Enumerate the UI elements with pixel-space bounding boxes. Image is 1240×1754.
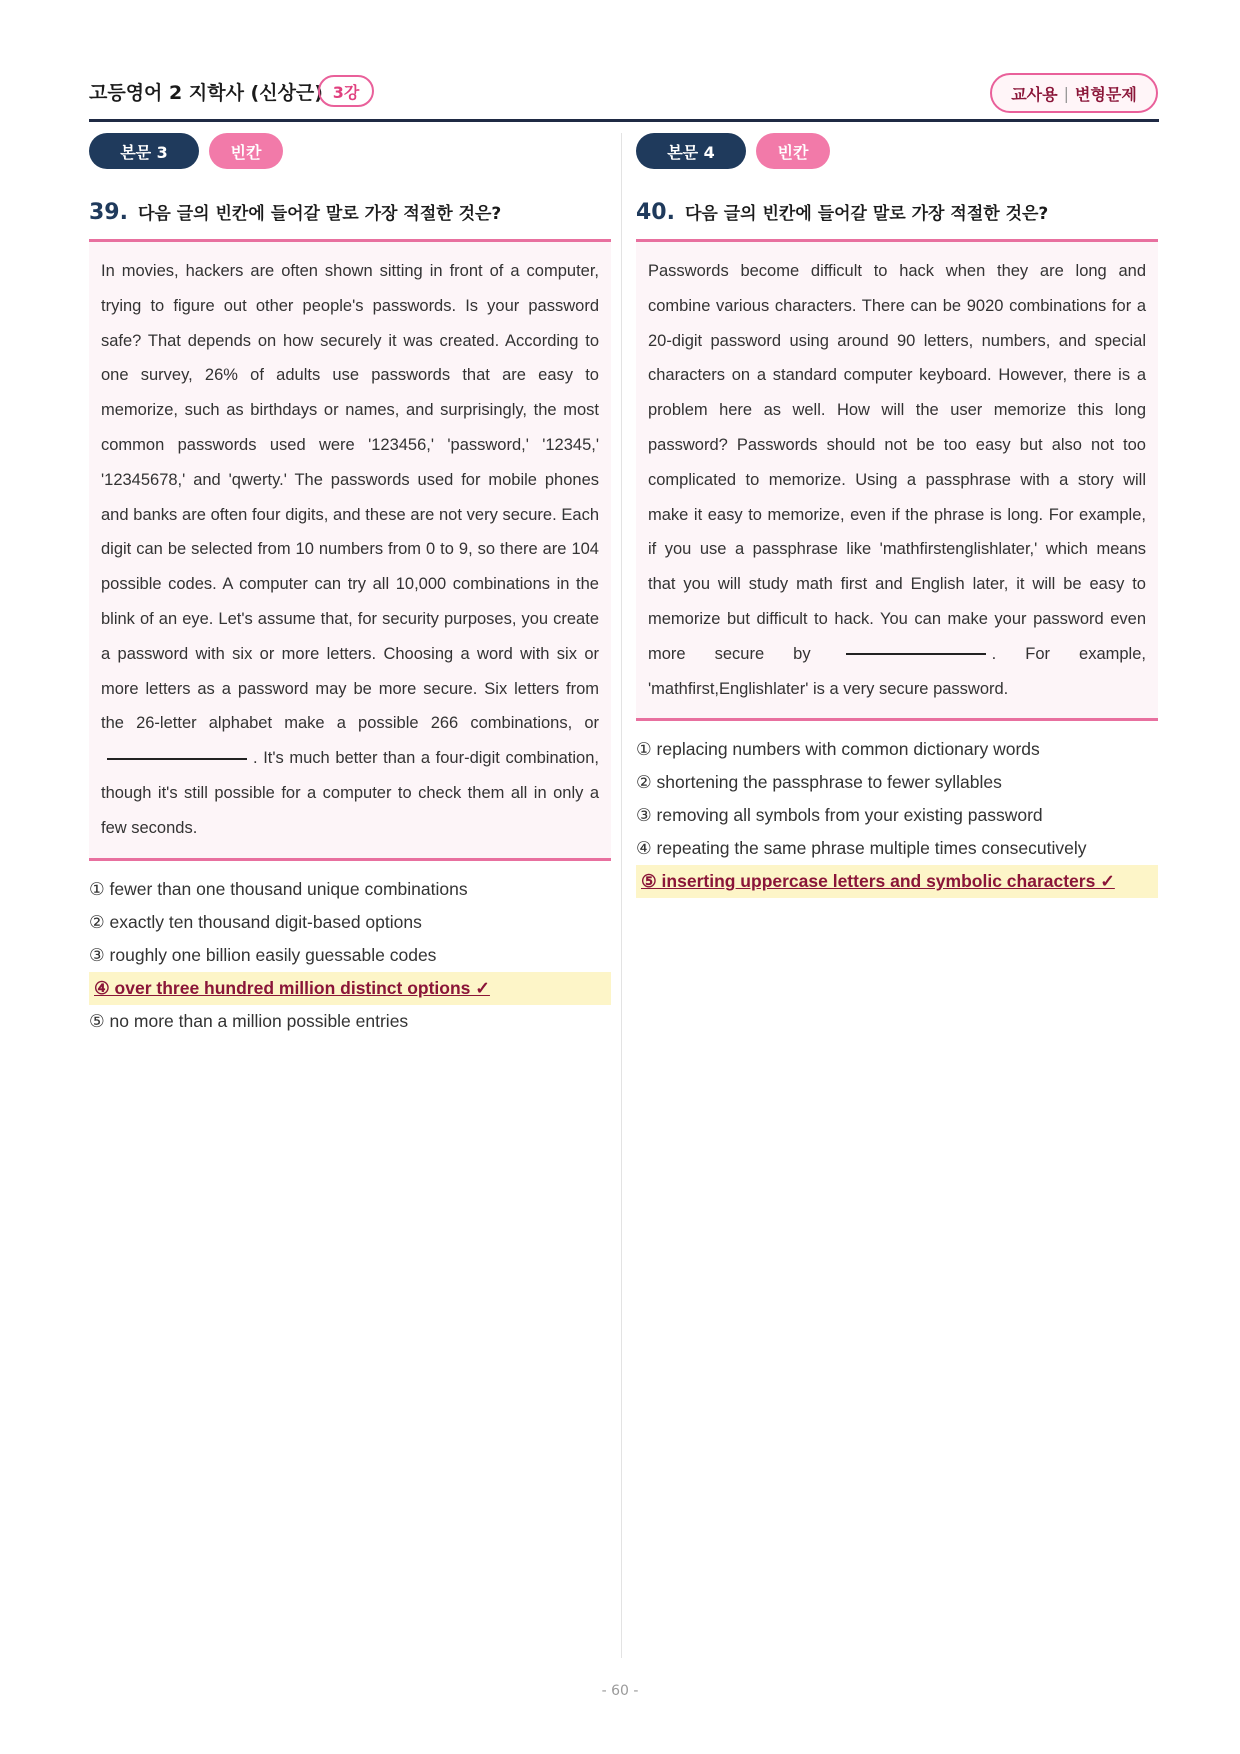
answer-option[interactable]: ② exactly ten thousand digit-based options bbox=[89, 911, 422, 932]
answer-options bbox=[636, 733, 1158, 898]
page-number: - 60 - bbox=[601, 1683, 639, 1699]
header-rule bbox=[89, 119, 1159, 122]
type-tag: 빈칸 bbox=[209, 133, 283, 169]
answer-option[interactable]: ④ repeating the same phrase multiple times consecutively bbox=[636, 838, 1087, 859]
lecture-badge: 3강 bbox=[318, 75, 374, 107]
teacher-label: 교사용 bbox=[1011, 84, 1058, 104]
question-39-column bbox=[89, 133, 611, 1038]
question-number: 40. bbox=[636, 200, 675, 225]
passage-box bbox=[636, 239, 1158, 721]
question-text: 다음 글의 빈칸에 들어갈 말로 가장 적절한 것은? bbox=[137, 204, 502, 224]
question-number: 39. bbox=[89, 200, 128, 225]
answer-options bbox=[89, 873, 611, 1038]
passage-before-blank: In movies, hackers are often shown sitting in front of a computer, trying to figure out other people's passwords. Is your password safe? That depends on how securely it was created. According to one survey, 26% of adults use passwords that are easy to memorize, such as birthdays or names, and surprisingly, the most common passwords used were '123456,' 'password,' '12345,' '12345678,' and 'qwerty.' The passwords used for mobile phones and banks are often four digits, and these are not very secure. Each digit can be selected from 10 numbers from 0 to 9, so there are 104 possible codes. A computer can try all 10,000 combinations in the blink of an eye. Let's assume that, for security purposes, you create a password with six or more letters. Choosing a word with six or more letters as a password may be more secure. Six letters from the 26-letter alphabet make a possible 266 combinations, or bbox=[101, 262, 599, 733]
tag-row bbox=[89, 133, 611, 169]
passage-text bbox=[648, 254, 1146, 706]
passage-tag: 본문 3 bbox=[89, 133, 199, 169]
answer-option[interactable]: ③ removing all symbols from your existing password bbox=[636, 805, 1043, 826]
correct-answer-option[interactable]: ⑤ inserting uppercase letters and symbolic characters ✓ bbox=[636, 865, 1158, 898]
teacher-badge bbox=[990, 73, 1158, 113]
question-stem bbox=[636, 199, 1158, 225]
badge-separator: | bbox=[1063, 83, 1069, 103]
type-tag: 빈칸 bbox=[756, 133, 830, 169]
answer-option[interactable]: ① replacing numbers with common dictionary words bbox=[636, 739, 1040, 760]
answer-blank bbox=[846, 653, 986, 655]
passage-before-blank: Passwords become difficult to hack when they are long and combine various characters. There can be 9020 combinations for a 20-digit password using around 90 letters, numbers, and special characters on a standard computer keyboard. However, there is a problem here as well. How will the user memorize this long password? Passwords should not be too easy but also not too complicated to memorize. Using a passphrase with a story will make it easy to memorize, even if the phrase is long. For example, if you use a passphrase like 'mathfirstenglishlater,' which means that you will study math first and English later, it will be easy to memorize but difficult to hack. You can make your password even more secure by bbox=[648, 262, 1146, 663]
page-title: 고등영어 2 지학사 (신상근) bbox=[89, 82, 323, 104]
column-divider bbox=[621, 133, 622, 1658]
passage-box bbox=[89, 239, 611, 861]
type-label: 변형문제 bbox=[1074, 84, 1137, 104]
passage-text bbox=[101, 254, 599, 846]
answer-option[interactable]: ② shortening the passphrase to fewer syllables bbox=[636, 772, 1002, 793]
question-stem bbox=[89, 199, 611, 225]
answer-blank bbox=[107, 758, 247, 760]
passage-after-blank: . It's much better than a four-digit combination, though it's still possible for a computer to check them all in only a few seconds. bbox=[101, 749, 599, 837]
passage-tag: 본문 4 bbox=[636, 133, 746, 169]
passage-after-blank: . For example, 'mathfirst,Englishlater' is a very secure password. bbox=[648, 644, 1146, 698]
answer-option[interactable]: ⑤ no more than a million possible entries bbox=[89, 1010, 409, 1031]
answer-option[interactable]: ③ roughly one billion easily guessable codes bbox=[89, 944, 437, 965]
answer-option[interactable]: ① fewer than one thousand unique combinations bbox=[89, 878, 468, 899]
question-text: 다음 글의 빈칸에 들어갈 말로 가장 적절한 것은? bbox=[684, 204, 1049, 224]
tag-row bbox=[636, 133, 1158, 169]
correct-answer-option[interactable]: ④ over three hundred million distinct options ✓ bbox=[89, 972, 611, 1005]
question-40-column bbox=[636, 133, 1158, 898]
